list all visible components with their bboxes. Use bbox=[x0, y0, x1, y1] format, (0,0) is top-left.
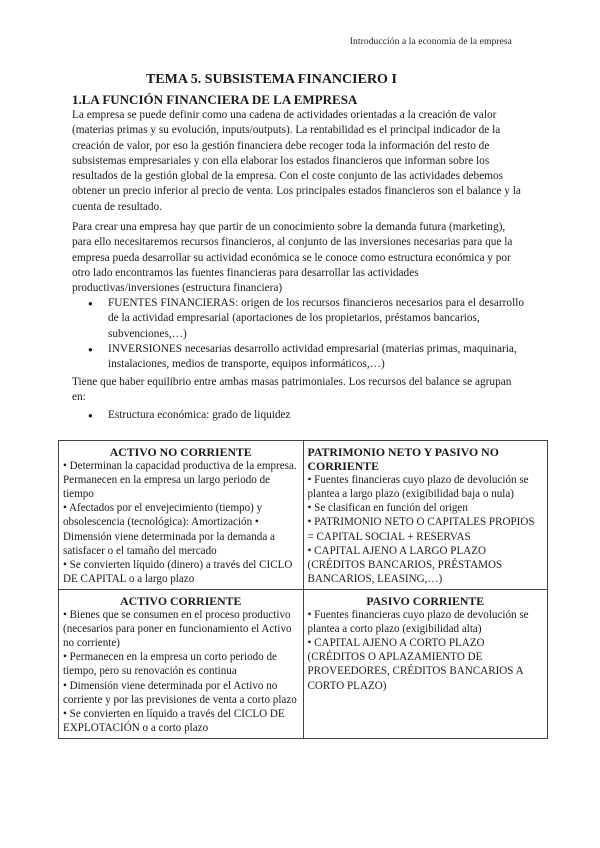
bullet-list-2 bbox=[72, 408, 524, 423]
cell-line: • Dimensión viene determinada por el Activo no corriente y por las previsiones de venta a corto plazo bbox=[63, 679, 297, 706]
bullet-inversiones: ● INVERSIONES necesarias desarrollo actividad empresarial (materias primas, maquinaria, instalaciones, medios de transporte, equipos informáticos,…) bbox=[108, 342, 524, 373]
cell-activo-no-corriente bbox=[59, 441, 304, 590]
cell-activo-corriente bbox=[59, 589, 304, 738]
section-heading: 1.LA FUNCIÓN FINANCIERA DE LA EMPRESA bbox=[72, 92, 358, 107]
cell-line: • Afectados por el envejecimiento (tiempo) y obsolescencia (tecnológica): Amortización • Dimensión viene determinada por la demanda a satisfacer o el tamaño del mercado bbox=[63, 502, 275, 557]
balance-table bbox=[58, 440, 548, 739]
cell-line: • Se clasifican en función del origen bbox=[307, 502, 468, 515]
paragraph-3: Tiene que haber equilibrio entre ambas masas patrimoniales. Los recursos del balance se agrupan en: bbox=[72, 376, 512, 404]
cell-line: • Fuentes financieras cuyo plazo de devolución se plantea a corto plazo (exigibilidad alta) bbox=[307, 609, 529, 636]
cell-line: • Permanecen en la empresa un corto periodo de tiempo, pero su renovación es continua bbox=[63, 651, 277, 678]
bullet-list-1 bbox=[72, 296, 524, 372]
bullet-estructura-economica: ● Estructura económica: grado de liquidez bbox=[108, 408, 524, 423]
page-title: TEMA 5. SUBSISTEMA FINANCIERO I bbox=[146, 72, 397, 87]
paragraph-2: Para crear una empresa hay que partir de un conocimiento sobre la demanda futura (marketing), para ello necesitaremos recursos financieros, al conjunto de las inversiones necesarias para que la empresa pueda desarrollar su actividad económica se le conoce como estructura económica y por otro lado encontramos las fuentes financieras para desarrollar las actividades productivas/inversiones (estructura financiera) bbox=[72, 221, 513, 295]
bullet-fuentes-financieras: ● FUENTES FINANCIERAS: origen de los recursos financieros necesarios para el desarrollo de la actividad empresarial (aportaciones de los propietarios, préstamos bancarios, subvenciones,…) bbox=[108, 296, 524, 342]
cell-line: • Se convierten líquido (dinero) a través del CICLO DE CAPITAL o a largo plazo bbox=[63, 558, 293, 585]
cell-patrimonio-neto bbox=[303, 441, 548, 590]
paragraph-1: La empresa se puede definir como una cadena de actividades orientadas a la creación de valor (materias primas y su evolución, inputs/outputs). La rentabilidad es el principal indicador de la creación de valor, por eso la gestión financiera debe recoger toda la información del resto de subsistemas empresariales y con ella elaborar los estados financieros que informan sobre los resultados de la gestión global de la empresa. Con el coste conjunto de las actividades debemos obtener un precio inferior al precio de venta. Los principales estados financieros son el balance y la cuenta de resultado. bbox=[72, 109, 521, 213]
cell-pasivo-corriente bbox=[303, 589, 548, 738]
cell-line: • Fuentes financieras cuyo plazo de devolución se plantea a largo plazo (exigibilidad baja o nula) bbox=[307, 474, 529, 501]
cell-line: • CAPITAL AJENO A LARGO PLAZO (CRÉDITOS BANCARIOS, PRÉSTAMOS BANCARIOS, LEASING,…) bbox=[307, 544, 503, 585]
cell-title-pasivo-corriente: PASIVO CORRIENTE bbox=[366, 593, 485, 608]
cell-title-activo-corriente: ACTIVO CORRIENTE bbox=[120, 593, 242, 608]
cell-line: • Bienes que se consumen en el proceso productivo (necesarios para poner en funcionamiento el Activo no corriente) bbox=[63, 609, 292, 650]
cell-line: • CAPITAL AJENO A CORTO PLAZO (CRÉDITOS O APLAZAMIENTO DE PROVEEDORES, CRÉDITOS BANCARIOS A CORTO PLAZO) bbox=[307, 637, 524, 692]
running-header: Introducción a la economía de la empresa bbox=[349, 37, 512, 47]
cell-line: • Determinan la capacidad productiva de la empresa. Permanecen en la empresa un largo periodo de tiempo bbox=[63, 460, 297, 501]
cell-title-patrimonio-neto: PATRIMONIO NETO Y PASIVO NO CORRIENTE bbox=[307, 445, 499, 474]
cell-line: • Se convierten en líquido a través del CICLO DE EXPLOTACIÓN o a corto plazo bbox=[63, 707, 285, 734]
cell-title-activo-no-corriente: ACTIVO NO CORRIENTE bbox=[109, 445, 252, 459]
cell-line: • PATRIMONIO NETO O CAPITALES PROPIOS = CAPITAL SOCIAL + RESERVAS bbox=[307, 516, 535, 543]
